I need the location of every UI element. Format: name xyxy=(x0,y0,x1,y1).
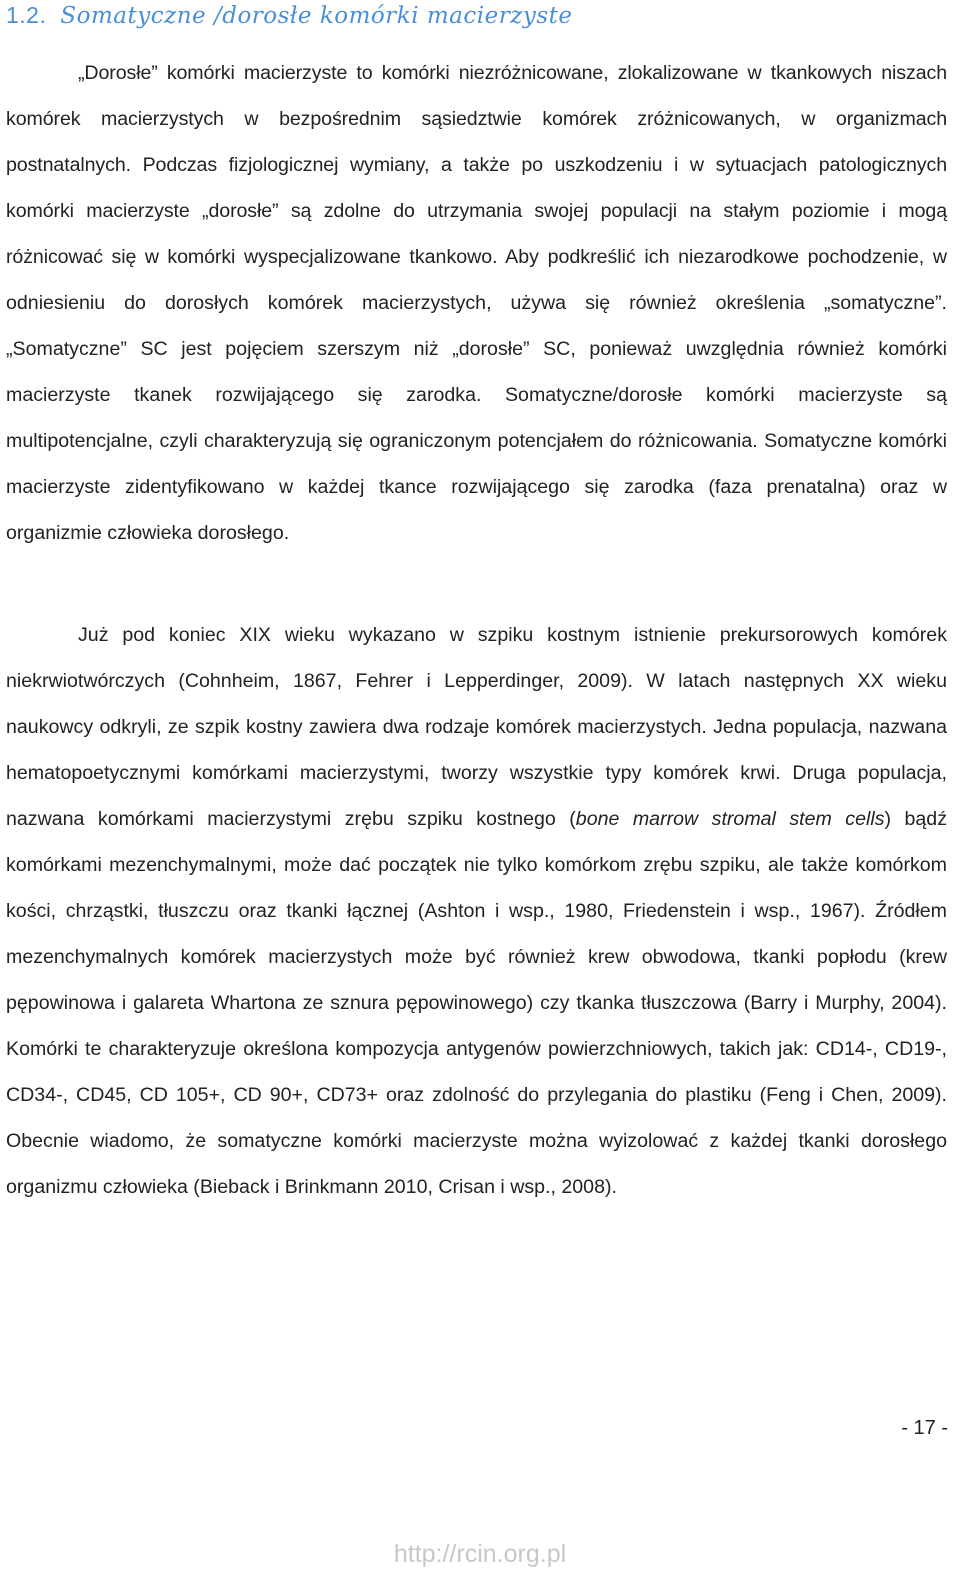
paragraph-adult-stem-cells xyxy=(6,50,947,556)
page-number: - 17 - xyxy=(901,1417,948,1439)
section-heading xyxy=(6,0,573,31)
paragraph-1-part-b: wyspecjalizowane tkankowo. Aby podkreślić ich niezarodkowe pochodzenie, w odniesieniu do dorosłych komórek macierzystych, używa się również określenia „somatyczne”. „Somatyczne” SC jest pojęciem szerszym niż „dorosłe” SC, ponieważ uwzględnia również komórki macierzyste tkanek rozwijającego się zarodka. Somatyczne/dorosłe komórki macierzyste są multipotencjalne, czyli charakteryzują się ograniczonym potencjałem do różnicowania. Somatyczne komórki macierzyste zidentyfikowano w każdej tkance rozwijającego się zarodka (faza prenatalna) oraz w organizmie człowieka dorosłego. xyxy=(6,246,948,544)
paragraph-2-part-b: ) bądź komórkami mezenchymalnymi, może dać początek nie tylko komórkom zrębu szpiku, ale także komórkom kości, chrząstki, tłuszczu oraz tkanki łącznej (Ashton i wsp., 1980, Friedenstein i wsp., 1967). Źródłem mezenchymalnych komórek macierzystych może być również krew obwodowa, tkanki popłodu (krew pępowinowa i galareta Whartona ze sznura pępowinowego) czy tkanka tłuszczowa (Barry i Murphy, 2004). Komórki te charakteryzuje określona kompozycja antygenów powierzchniowych, takich jak: CD14-, CD19-, CD34-, CD45, CD 105+, CD 90+, CD73+ oraz zdolność do przylegania do plastiku (Feng i Chen, 2009). Obecnie wiadomo, że somatyczne komórki macierzyste można wyizolować z każdej tkanki dorosłego organizmu człowieka (Bieback i Brinkmann 2010, Crisan i wsp., 2008). xyxy=(6,808,947,1198)
paragraph-2-italic-term: bone marrow stromal stem cells xyxy=(575,808,885,830)
source-watermark: http://rcin.org.pl xyxy=(393,1540,567,1568)
section-number: 1.2. xyxy=(6,2,47,28)
paragraph-bone-marrow xyxy=(6,612,947,1210)
paragraph-2-part-a: Już pod koniec XIX wieku wykazano w szpiku kostnym istnienie prekursorowych komórek niekrwiotwórczych (Cohnheim, 1867, Fehrer i Lepperdinger, 2009). W latach następnych XX wieku naukowcy odkryli, ze szpik kostny zawiera dwa rodzaje komórek macierzystych. Jedna populacja, nazwana hematopoetycznymi komórkami macierzystymi, tworzy wszystkie typy komórek krwi. Druga populacja, nazwana komórkami macierzystymi zrębu szpiku kostnego ( xyxy=(6,624,947,830)
paragraph-1-part-a: „Dorosłe” komórki macierzyste to komórki niezróżnicowane, zlokalizowane w tkankowych niszach komórek macierzystych w bezpośrednim sąsiedztwie komórek zróżnicowanych, w organizmach postnatalnych. Podczas fizjologicznej wymiany, a także po uszkodzeniu i w sytuacjach patologicznych komórki macierzyste „dorosłe” są zdolne do utrzymania swojej populacji na stałym poziomie i mogą różnicować się w komórki xyxy=(6,62,947,268)
section-title: Somatyczne /dorosłe komórki macierzyste xyxy=(60,3,573,29)
